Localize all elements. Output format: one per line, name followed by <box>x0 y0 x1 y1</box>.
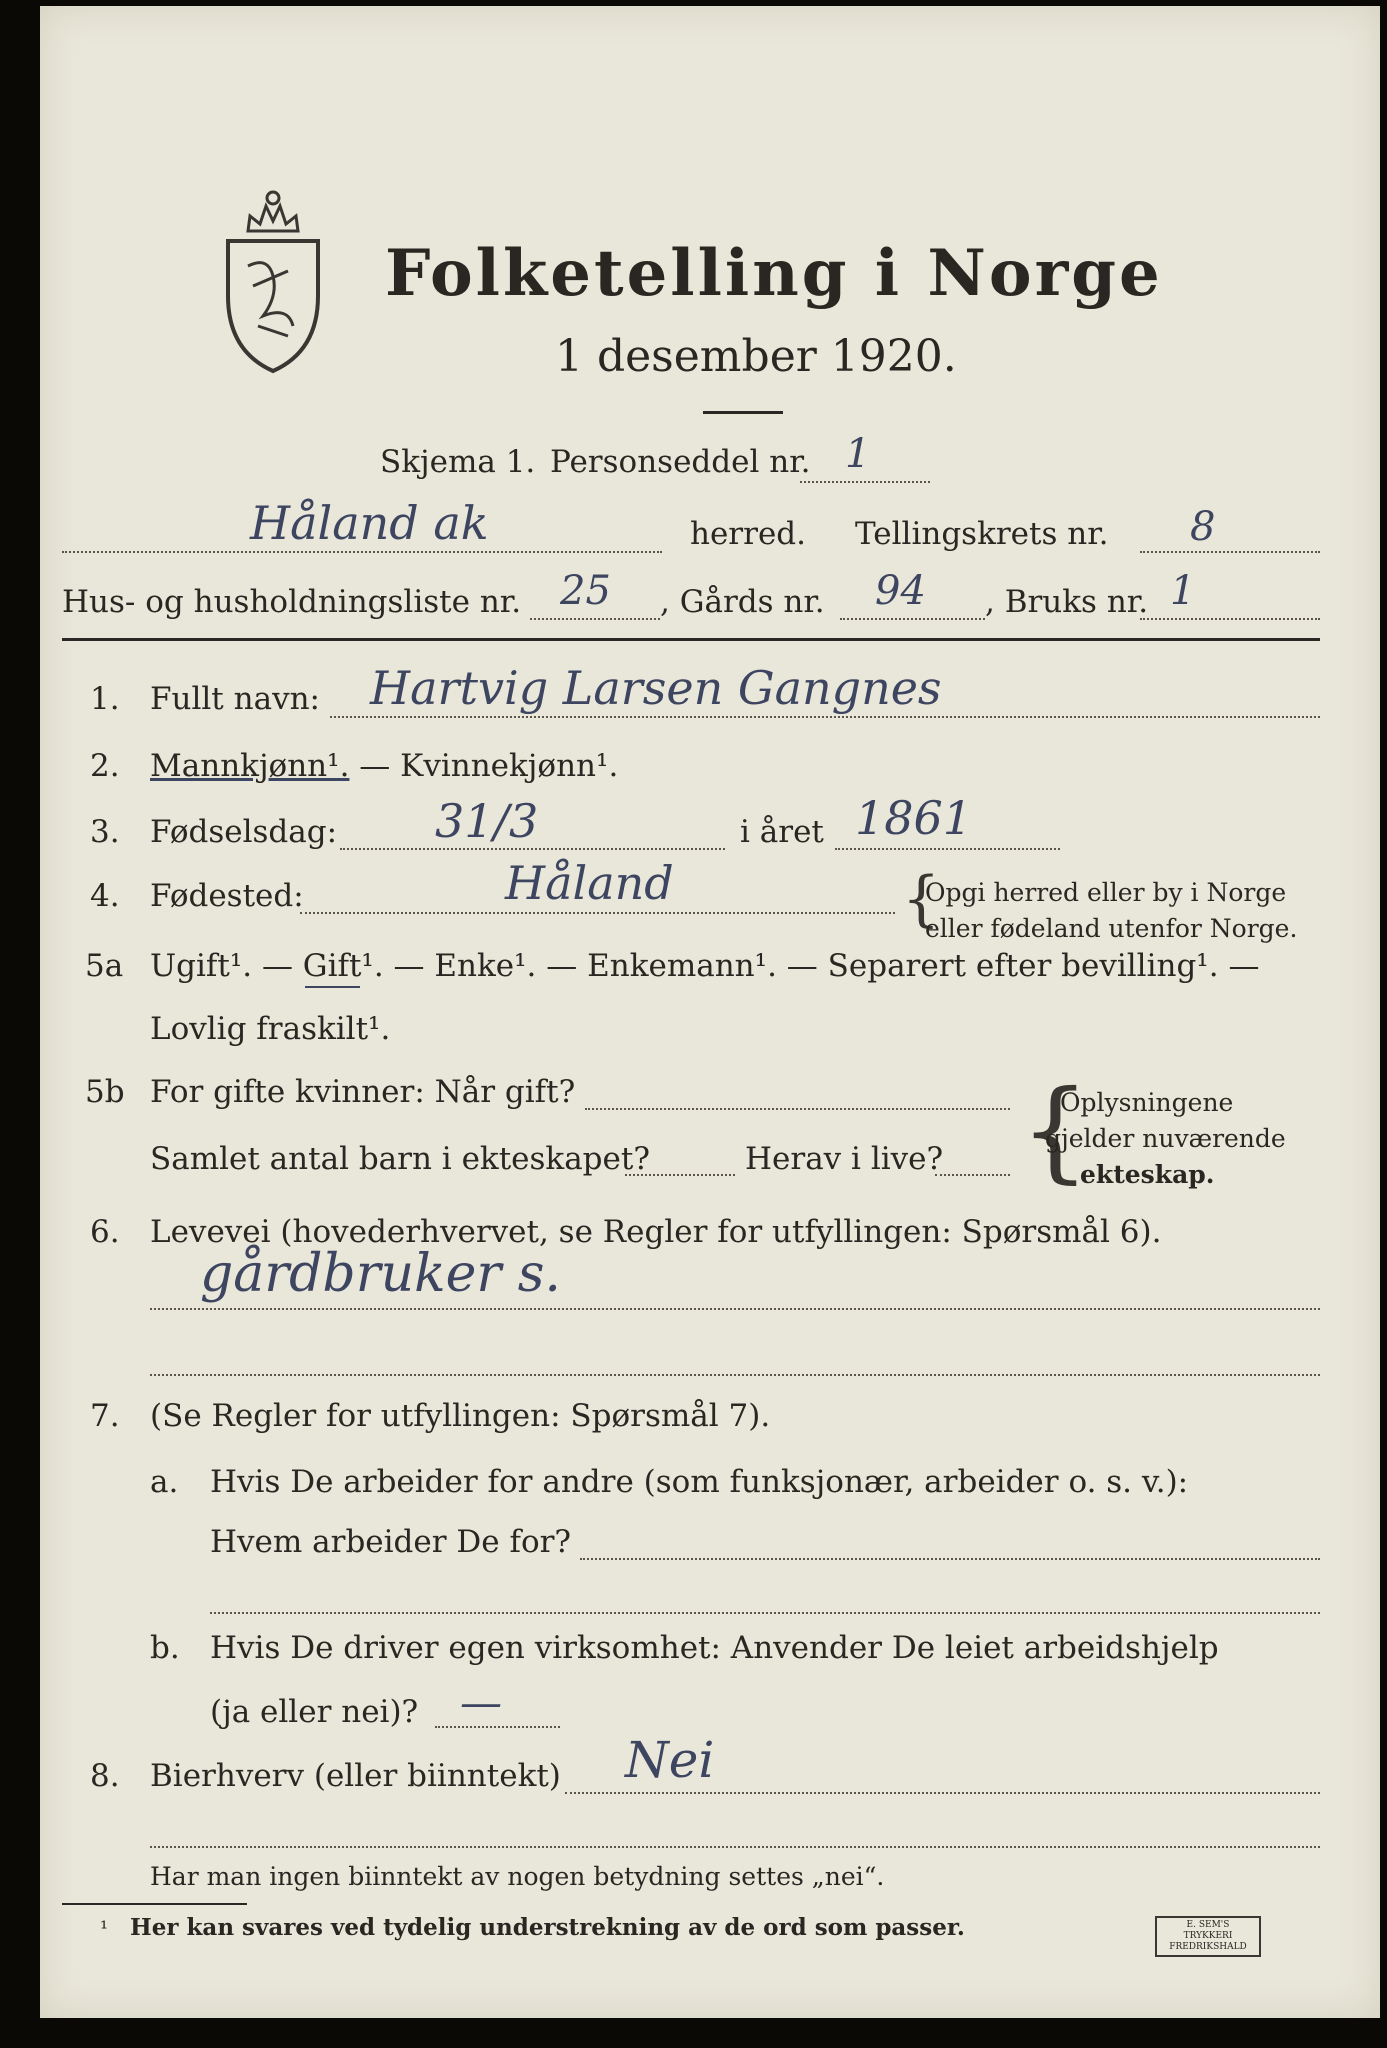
q1-line <box>330 716 1320 718</box>
children-total-line <box>625 1174 735 1176</box>
q4-brace: { <box>902 864 941 934</box>
tellingskrets-nr-value[interactable]: 8 <box>1190 504 1216 550</box>
hus-line <box>530 618 660 620</box>
children-alive-label: Herav i live? <box>745 1141 944 1177</box>
q7b-letter: b. <box>150 1630 180 1666</box>
hired-help-value[interactable]: — <box>460 1678 502 1727</box>
gards-label: , Gårds nr. <box>660 584 825 620</box>
herred-label: herred. <box>690 516 806 552</box>
q4-note-line1: Opgi herred eller by i Norge <box>925 878 1287 907</box>
employer-line-1 <box>580 1558 1320 1560</box>
personseddel-line <box>800 481 930 483</box>
bruks-nr-value[interactable]: 1 <box>1170 568 1196 614</box>
q1-label: Fullt navn: <box>150 681 320 717</box>
census-form-sheet <box>40 6 1380 2018</box>
q3-label: Fødselsdag: <box>150 814 338 850</box>
option-male[interactable]: Mannkjønn¹. <box>150 748 350 784</box>
q7-number: 7. <box>90 1398 120 1434</box>
full-name-value[interactable]: Hartvig Larsen Gangnes <box>370 661 942 715</box>
footnote-text: Her kan svares ved tydelig understrekning av de ord som passer. <box>130 1914 965 1941</box>
header-rule <box>62 638 1320 641</box>
q7a-label: Hvis De arbeider for andre (som funksjonær, arbeider o. s. v.): <box>210 1464 1189 1500</box>
occupation-line-2 <box>150 1374 1320 1376</box>
personseddel-label: Personseddel nr. <box>550 444 811 480</box>
bruks-line <box>1140 618 1320 620</box>
q3-number: 3. <box>90 814 120 850</box>
q4-number: 4. <box>90 878 120 914</box>
birthday-value[interactable]: 31/3 <box>435 794 539 848</box>
birthplace-line <box>300 912 895 914</box>
q7a-letter: a. <box>150 1464 179 1500</box>
printer-stamp-text: E. SEM'S TRYKKERI FREDRIKSHALD <box>1169 1920 1247 1952</box>
employer-line-2 <box>210 1612 1320 1614</box>
q4-note-line2: eller fødeland utenfor Norge. <box>925 914 1298 943</box>
q4-label: Fødested: <box>150 878 304 914</box>
option-female[interactable]: Kvinnekjønn¹. <box>400 748 619 784</box>
form-title: Folketelling i Norge <box>385 236 1163 311</box>
gards-line <box>840 618 985 620</box>
occupation-value[interactable]: gårdbruker s. <box>200 1244 561 1304</box>
birth-year-value[interactable]: 1861 <box>855 791 973 845</box>
census-date: 1 desember 1920. <box>555 331 957 382</box>
coat-of-arms-icon <box>218 176 328 380</box>
q5b-brace: { <box>1020 1066 1090 1194</box>
year-line <box>835 848 1060 850</box>
hus-label: Hus- og husholdningsliste nr. <box>62 584 522 620</box>
q7b-label: Hvis De driver egen virksomhet: Anvender De leiet arbeidshjelp <box>210 1630 1219 1666</box>
printer-stamp <box>1155 1916 1261 1957</box>
tellingskrets-line <box>1140 551 1320 553</box>
birthplace-value[interactable]: Håland <box>505 856 674 910</box>
side-income-value[interactable]: Nei <box>625 1731 715 1789</box>
footer-note: Har man ingen biinntekt av nogen betydning settes „nei“. <box>150 1862 885 1891</box>
q6-number: 6. <box>90 1214 120 1250</box>
q7b-question: (ja eller nei)? <box>210 1694 419 1730</box>
title-divider <box>703 411 783 414</box>
q6-label: Levevei (hovederhvervet, se Regler for utfyllingen: Spørsmål 6). <box>150 1214 1162 1250</box>
footnote-rule <box>62 1903 247 1905</box>
herred-line <box>62 551 662 553</box>
gards-nr-value[interactable]: 94 <box>875 568 926 614</box>
q5b-number: 5b <box>85 1074 125 1110</box>
footnote-mark: ¹ <box>100 1916 109 1940</box>
personseddel-nr-value[interactable]: 1 <box>845 431 871 477</box>
side-income-line-1 <box>565 1792 1320 1794</box>
q8-number: 8. <box>90 1758 120 1794</box>
q7-label: (Se Regler for utfyllingen: Spørsmål 7). <box>150 1398 771 1434</box>
children-alive-line <box>935 1174 1010 1176</box>
q8-label: Bierhverv (eller biinntekt) <box>150 1758 561 1794</box>
q5b-note-line1: Oplysningene <box>1060 1088 1234 1117</box>
q2-number: 2. <box>90 748 120 784</box>
q5b-note-line3: ekteskap. <box>1080 1160 1215 1189</box>
q5a-number: 5a <box>85 948 124 984</box>
q2-options <box>150 748 618 784</box>
hus-nr-value[interactable]: 25 <box>560 568 611 614</box>
gift-underline <box>305 986 360 988</box>
bruks-label: , Bruks nr. <box>985 584 1149 620</box>
q5b-note-line2: gjelder nuværende <box>1045 1124 1286 1153</box>
birthday-line <box>340 848 725 850</box>
q2-separator: — <box>349 748 401 784</box>
married-when-label: For gifte kvinner: Når gift? <box>150 1074 576 1110</box>
marital-status-options[interactable]: Ugift¹. — Gift¹. — Enke¹. — Enkemann¹. — Separert efter bevilling¹. — <box>150 948 1260 984</box>
q1-number: 1. <box>90 681 120 717</box>
marital-status-divorced[interactable]: Lovlig fraskilt¹. <box>150 1011 391 1047</box>
side-income-line-2 <box>150 1846 1320 1848</box>
q7a-question: Hvem arbeider De for? <box>210 1524 572 1560</box>
tellingskrets-label: Tellingskrets nr. <box>855 516 1109 552</box>
year-label: i året <box>740 814 824 850</box>
children-total-label: Samlet antal barn i ekteskapet? <box>150 1141 650 1177</box>
skjema-label: Skjema 1. <box>380 444 536 480</box>
herred-value[interactable]: Håland ak <box>250 496 489 550</box>
occupation-line-1 <box>150 1308 1320 1310</box>
married-when-line <box>585 1108 1010 1110</box>
